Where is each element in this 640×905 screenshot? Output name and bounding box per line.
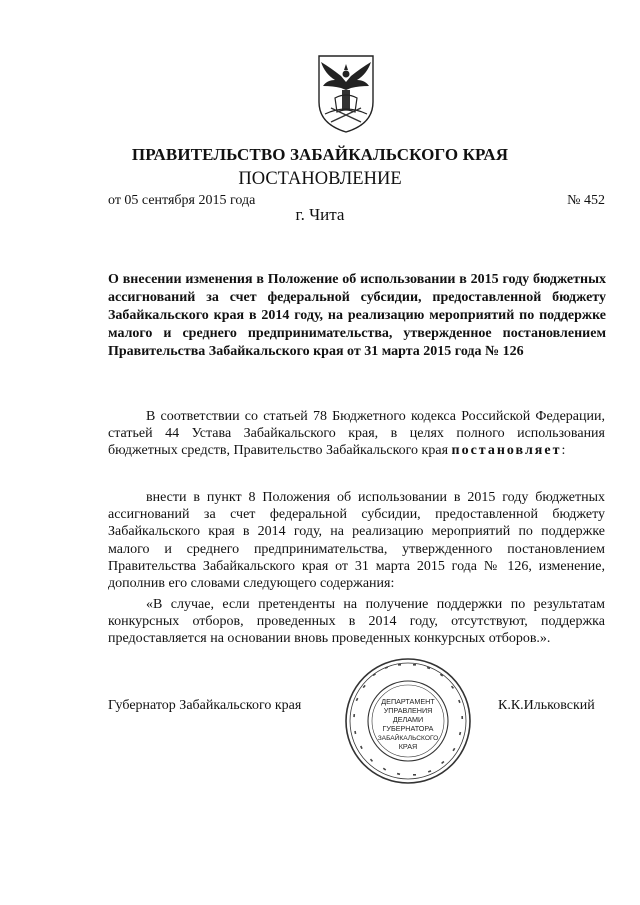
seal-line-4: ГУБЕРНАТОРА xyxy=(382,724,434,733)
seal-line-6: КРАЯ xyxy=(398,742,418,751)
decree-keyword: постановляет xyxy=(451,443,562,459)
official-seal-stamp xyxy=(343,656,473,786)
quoted-amendment-paragraph: «В случае, если претенденты на получение поддержки по результатам конкурсных отборов, проведенных в 2014 году, отсутствуют, поддержка предоставляется на основании вновь проведенных конкурсных отборов.». xyxy=(108,597,605,647)
signatory-role: Губернатор Забайкальского края xyxy=(108,698,302,713)
document-subject: О внесении изменения в Положение об использовании в 2015 году бюджетных ассигнований за счет федеральной субсидии, предоставленной бюджету Забайкальского края в 2014 году, на реализацию мероприятий по поддержке малого и среднего предпринимательства, утвержденное постановлением Правительства Забайкальского края от 31 марта 2015 года № 126 xyxy=(108,272,606,359)
signatory-name: К.К.Ильковский xyxy=(498,698,595,713)
coat-of-arms-icon xyxy=(311,52,381,134)
preamble-text: В соответствии со статьей 78 Бюджетного кодекса Российской Федерации, статьей 44 Устава Забайкальского края, в целях полного использования бюджетных средств, Правительство Забайкальского края xyxy=(108,409,605,459)
document-number: № 452 xyxy=(567,193,605,208)
city: г. Чита xyxy=(295,205,345,224)
preamble-paragraph xyxy=(108,408,605,460)
document-type: ПОСТАНОВЛЕНИЕ xyxy=(238,169,402,189)
seal-line-1: ДЕПАРТАМЕНТ xyxy=(381,697,435,706)
document-date: от 05 сентября 2015 года xyxy=(108,193,256,208)
seal-line-5: ЗАБАЙКАЛЬСКОГО xyxy=(377,735,439,742)
preamble-end: : xyxy=(561,443,566,459)
seal-line-2: УПРАВЛЕНИЯ xyxy=(383,706,433,715)
org-title: ПРАВИТЕЛЬСТВО ЗАБАЙКАЛЬСКОГО КРАЯ xyxy=(131,145,509,164)
seal-line-3: ДЕЛАМИ xyxy=(392,715,424,724)
amendment-paragraph: внести в пункт 8 Положения об использовании в 2015 году бюджетных ассигнований за счет федеральной субсидии, предоставленной бюджету Забайкальского края в 2014 году, на реализацию мероприятий по поддержке малого и среднего предпринимательства, утвержденного постановлением Правительства Забайкальского края от 31 марта 2015 года № 126, изменение, дополнив его словами следующего содержания: xyxy=(108,490,605,592)
